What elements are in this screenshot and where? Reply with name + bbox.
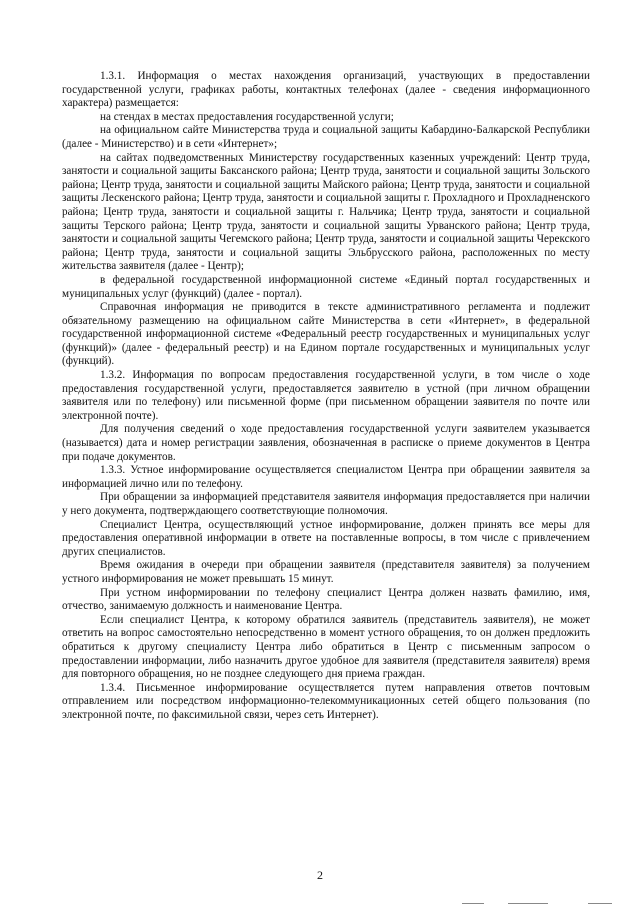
paragraph-representative: При обращении за информацией представителя заявителя информация предоставляется при наличии у него документа, подтверждающего соответствующие полномочия. <box>62 491 590 517</box>
paragraph-specialist: Специалист Центра, осуществляющий устное информирование, должен принять все меры для предоставления оперативной информации в ответе на поставленные вопросы, в том числе с привлечением других специалистов. <box>62 518 590 558</box>
paragraph-reference-info: Справочная информация не приводится в тексте административного регламента и подлежит обязательному размещению на официальном сайте Министерства в сети «Интернет», в федеральной государственной информационной системе «Федеральный реестр государственных и муниципальных услуг (функций)» (далее - федеральный реестр) и на Едином портале государственных и муниципальных услуг (функций). <box>62 301 590 368</box>
document-body <box>62 70 590 723</box>
paragraph-1-3-3: 1.3.3. Устное информирование осуществляется специалистом Центра при обращении заявителя за информацией лично или по телефону. <box>62 464 590 490</box>
scan-artifact <box>462 903 484 904</box>
scan-artifact <box>588 903 612 904</box>
paragraph-stands: на стендах в местах предоставления государственной услуги; <box>100 110 394 123</box>
paragraph-phone-info: При устном информировании по телефону специалист Центра должен назвать фамилию, имя, отчество, занимаемую должность и наименование Центра. <box>62 586 590 613</box>
paragraph-status-request: Для получения сведений о ходе предоставления государственной услуги заявителем указывается (называется) дата и номер регистрации заявления, обозначенная в расписке о приеме документов в Центра при подаче документов. <box>62 423 590 463</box>
paragraph-1-3-1: 1.3.1. Информация о местах нахождения организаций, участвующих в предоставлении государственной услуги, графиках работы, контактных телефонах (далее - сведения информационного характера) размещается: <box>62 70 590 110</box>
paragraph-1-3-2: 1.3.2. Информация по вопросам предоставления государственной услуги, в том числе о ходе предоставления государственной услуги, предоставляется заявителю в устной (при личном обращении заявителя или по телефону) или письменной форме (при письменном обращении заявителя по почте или электронной почте). <box>62 369 590 422</box>
paragraph-waiting-time: Время ожидания в очереди при обращении заявителя (представителя заявителя) за получением устного информирования не может превышать 15 минут. <box>62 559 590 585</box>
paragraph-redirect: Если специалист Центра, к которому обратился заявитель (представитель заявителя), не может ответить на вопрос самостоятельно непосредственно в момент устного обращения, то он должен предложить обратиться к другому специалисту Центра либо обратиться в Центр с письменным запросом о предоставлении информации, либо назначить другое удобное для заявителя (представителя заявителя) время для повторного обращения, но не позднее следующего дня приема граждан. <box>62 613 590 681</box>
paragraph-federal-portal: в федеральной государственной информационной системе «Единый портал государственных и муниципальных услуг (функций) (далее - портал). <box>62 273 590 300</box>
paragraph-ministry-site: на официальном сайте Министерства труда и социальной защиты Кабардино-Балкарской Республики (далее - Министерство) и в сети «Интернет»; <box>62 124 590 150</box>
paragraph-centers-sites: на сайтах подведомственных Министерству государственных казенных учреждений: Центр труда, занятости и социальной защиты Баксанского района; Центр труда, занятости и социальной защиты Зольского района; Центр труда, занятости и социальной защиты Майского района; Центр труда, занятости и социальной защиты Лескенского района; Центр труда, занятости и социальной защиты г. Прохладного и Прохладненского района; Центр труда, занятости и социальной защиты г. Нальчика; Центр труда, занятости и социальной защиты Терского района; Центр труда, занятости и социальной защиты Урванского района; Центр труда, занятости и социальной защиты Чегемского района; Центр труда, занятости и социальной защиты Черекского района; Центр труда, занятости и социальной защиты Эльбрусского района, расположенных по месту жительства заявителя (далее - Центр); <box>62 151 590 273</box>
paragraph-1-3-4: 1.3.4. Письменное информирование осуществляется путем направления ответов почтовым отправлением или посредством информационно-телекоммуникационных сетей общего пользования (по электронной почте, по факсимильной связи, через сеть Интернет). <box>62 681 590 721</box>
page-number: 2 <box>317 868 323 882</box>
scan-artifact <box>508 903 548 904</box>
